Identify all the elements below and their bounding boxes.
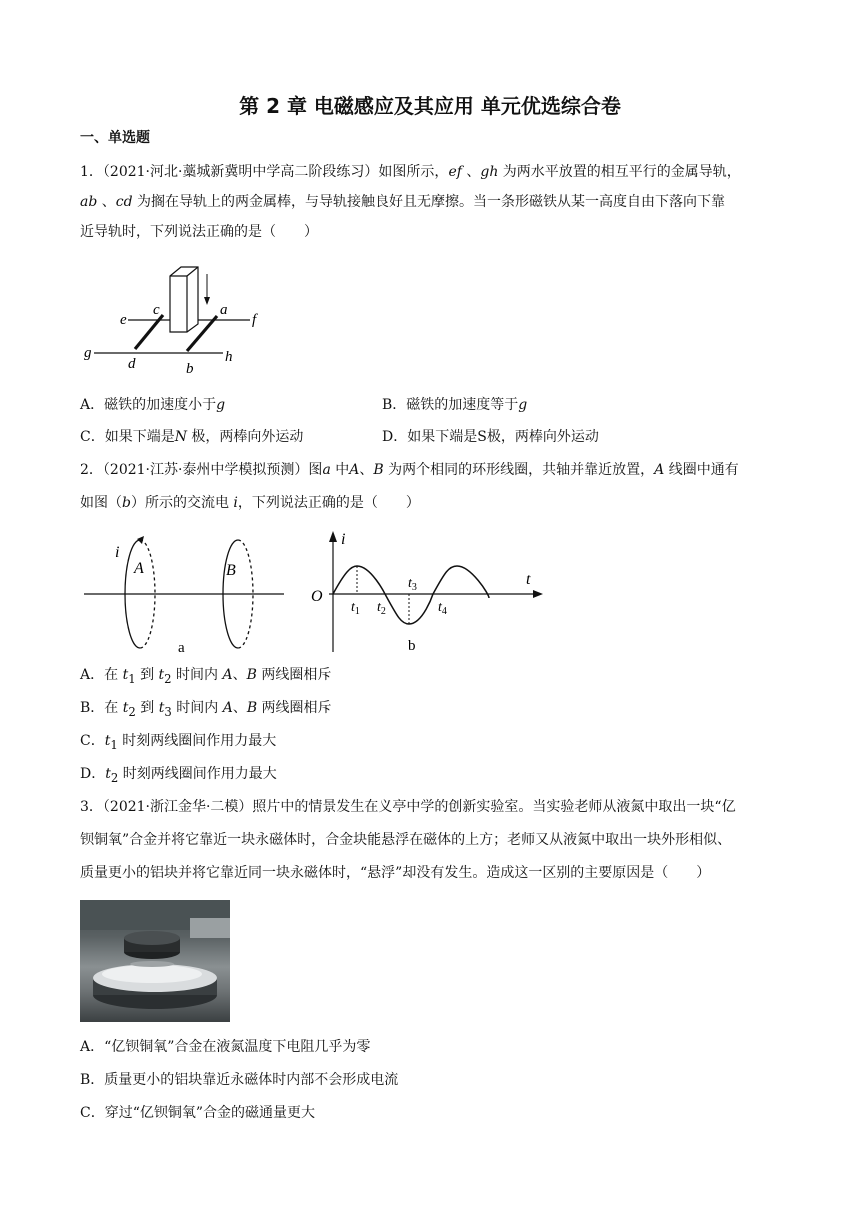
q3-stem-line1: 3．（2021·浙江金华·二模）照片中的情景发生在义亭中学的创新实验室。当实验老师从液氮中取出一块“亿 <box>80 799 736 815</box>
label-t4: $t_4$ <box>438 600 447 617</box>
q3-option-c[interactable]: C．穿过“亿钡铜氧”合金的磁通量更大 <box>80 1105 316 1121</box>
label-e: e <box>120 312 127 328</box>
q1-option-b[interactable]: B．磁铁的加速度等于g <box>382 397 528 413</box>
q3-stem-line3: 质量更小的铝块并将它靠近同一块永磁体时，“悬浮”却没有发生。造成这一区别的主要原因是（ ） <box>80 865 711 881</box>
label-a: a <box>220 302 228 318</box>
label-t1: $t_1$ <box>351 600 360 617</box>
label-coil-b: B <box>226 562 236 579</box>
q1-stem-line1: 1．（2021·河北·藁城新冀明中学高二阶段练习）如图所示，ef 、gh 为两水平放置的相互平行的金属导轨， <box>80 164 741 180</box>
q1-option-c[interactable]: C．如果下端是N 极，两棒向外运动 <box>80 429 304 445</box>
label-b: b <box>186 361 194 377</box>
q1-option-d[interactable]: D．如果下端是S极，两棒向外运动 <box>382 429 599 445</box>
section-heading: 一、单选题 <box>80 130 150 146</box>
label-origin: O <box>311 588 323 605</box>
label-d: d <box>128 356 136 372</box>
q1-option-a[interactable]: A．磁铁的加速度小于g <box>80 397 226 413</box>
label-coil-a: A <box>134 560 144 577</box>
label-t3: $t_3$ <box>408 576 417 593</box>
q2-option-c[interactable]: C．$t_1$ 时刻两线圈间作用力最大 <box>80 733 277 752</box>
label-t2: $t_2$ <box>377 600 386 617</box>
label-h: h <box>225 349 233 365</box>
q1-stem-line3: 近导轨时，下列说法正确的是（ ） <box>80 224 318 240</box>
caption-a: a <box>178 640 185 656</box>
label-g: g <box>84 345 92 361</box>
page-title: 第 2 章 电磁感应及其应用 单元优选综合卷 <box>239 94 621 118</box>
q2-option-a[interactable]: A．在 $t_1$ 到 $t_2$ 时间内 A、B 两线圈相斥 <box>80 667 332 686</box>
rails-magnet-figure <box>80 262 270 382</box>
label-axis-t: t <box>526 571 531 588</box>
label-i: i <box>115 544 120 561</box>
q2-stem-line1: 2．（2021·江苏·泰州中学模拟预测）图a 中A、B 为两个相同的环形线圈，共轴并靠近放置，A 线圈中通有 <box>80 462 739 478</box>
q2-stem-line2: 如图（b）所示的交流电 i，下列说法正确的是（ ） <box>80 495 420 511</box>
q2-option-d[interactable]: D．$t_2$ 时刻两线圈间作用力最大 <box>80 766 277 785</box>
q3-stem-line2: 钡铜氧”合金并将它靠近一块永磁体时，合金块能悬浮在磁体的上方；老师又从液氮中取出一块外形相似、 <box>80 832 732 848</box>
caption-b: b <box>408 638 416 654</box>
q1-stem-line2: ab 、cd 为搁在导轨上的两金属棒，与导轨接触良好且无摩擦。当一条形磁铁从某一高度自由下落向下靠 <box>80 194 726 210</box>
coils-figure-a <box>84 530 284 658</box>
current-graph-b <box>305 528 545 658</box>
label-f: f <box>252 312 257 328</box>
label-c: c <box>153 302 160 318</box>
q3-option-a[interactable]: A．“亿钡铜氧”合金在液氮温度下电阻几乎为零 <box>80 1039 371 1055</box>
q2-option-b[interactable]: B．在 $t_2$ 到 $t_3$ 时间内 A、B 两线圈相斥 <box>80 700 332 719</box>
q3-option-b[interactable]: B．质量更小的铝块靠近永磁体时内部不会形成电流 <box>80 1072 399 1088</box>
levitation-photo <box>80 900 230 1022</box>
label-axis-i: i <box>341 531 346 548</box>
